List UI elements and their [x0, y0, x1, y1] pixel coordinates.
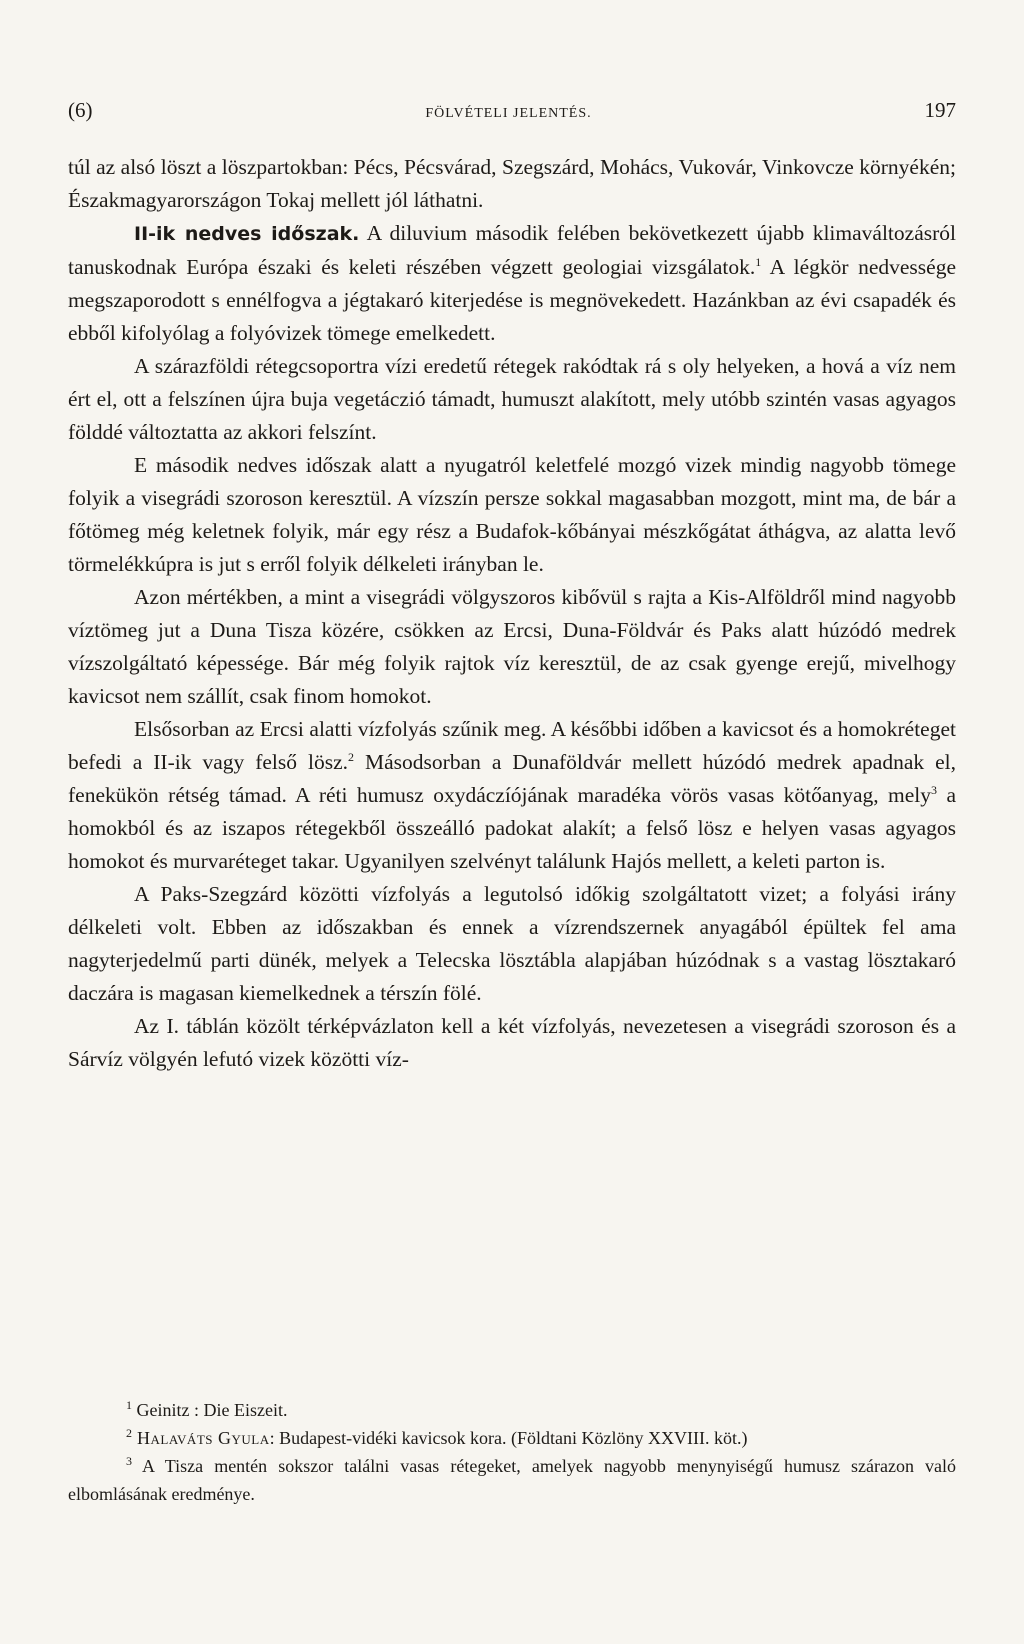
paragraph-6-text-b: Másodsorban a Dunaföldvár mellett húzódó medrek apadnak el, fenekükön rétség támad. A réti humusz oxydáczíójának maradéka vörös vasas kötőanyag, mely — [68, 750, 956, 807]
page-number: 197 — [924, 98, 956, 122]
paragraph-2-text-b: A légkör nedvessége megszaporodott s ennélfogva a jégtakaró kiterjedése is megnövekedett. Hazánkban az évi csapadék és ebből kifolyólag a folyóvizek tömege emelkedett. — [68, 255, 956, 345]
footnote-2 — [68, 1424, 956, 1452]
footnote-ref-3: 3 — [931, 782, 938, 797]
paragraph-1: túl az alsó löszt a löszpartokban: Pécs, Pécsvárad, Szegszárd, Mohács, Vukovár, Vinkovcze környékén; Északmagyarországon Tokaj mellett jól láthatni. — [68, 155, 956, 212]
footnote-3-text: A Tisza mentén sokszor találni vasas rétegeket, amelyek nagyobb menynyiségű humusz szárazon való elbomlásának eredménye. — [68, 1456, 956, 1504]
footnote-3-number: 3 — [126, 1454, 132, 1468]
footnotes — [68, 1396, 956, 1508]
footnote-ref-2: 2 — [348, 749, 355, 764]
paragraph-6-text-a: Elsősorban az Ercsi alatti vízfolyás szűnik meg. A későbbi időben a kavicsot és a homokréteget befedi a II-ik vagy felső lösz. — [68, 717, 956, 774]
running-title: FÖLVÉTELI JELENTÉS. — [425, 106, 592, 121]
footnote-1-number: 1 — [126, 1398, 132, 1412]
body-text — [68, 151, 956, 1076]
paragraph-8: Az I. táblán közölt térképvázlaton kell a két vízfolyás, nevezetesen a visegrádi szoroson és a Sárvíz völgyén lefutó vizek közötti víz- — [68, 1014, 956, 1071]
paragraph-7: A Paks-Szegzárd közötti vízfolyás a legutolsó időkig szolgáltatott vizet; a folyási irány délkeleti volt. Ebben az időszakban és ennek a vízrendszernek anyagából épültek fel ama nagyterjedelmű parti dünék, melyek a Telecska lösztábla alapjában húzódnak s a vastag lösztakaró daczára is magasan kiemelkednek a térszín fölé. — [68, 882, 956, 1005]
footnote-2-text: : Budapest-vidéki kavicsok kora. (Földtani Közlöny XXVIII. köt.) — [269, 1428, 748, 1448]
section-heading: II-ik nedves időszak. — [134, 223, 360, 245]
paragraph-6 — [68, 713, 956, 878]
footnote-2-author: Halaváts Gyula — [132, 1428, 270, 1448]
footnote-3 — [68, 1452, 956, 1508]
running-header — [68, 98, 956, 128]
paragraph-6-text-c: a homokból és az iszapos rétegekből összeálló padokat alakít; a felső lösz e helyen vasas agyagos homokot és murvaréteget takar. Ugyanilyen szelvényt találunk Hajós mellett, a keleti parton is. — [68, 783, 956, 873]
paragraph-2-text-a: A diluvium második felében bekövetkezett újabb klimaváltozásról tanuskodnak Európa északi és keleti részében végzett geologiai vizsgálatok. — [68, 221, 956, 279]
footnote-1-text: Geinitz : Die Eiszeit. — [132, 1400, 288, 1420]
footnote-1 — [68, 1396, 956, 1424]
footnote-ref-1: 1 — [755, 254, 762, 269]
footnote-2-number: 2 — [126, 1426, 132, 1440]
paragraph-2 — [68, 217, 956, 350]
paragraph-4: E második nedves időszak alatt a nyugatról keletfelé mozgó vizek mindig nagyobb tömege folyik a visegrádi szoroson keresztül. A vízszín persze sokkal magasabban mozgott, mint ma, de bár a főtömeg még keletnek folyik, már egy rész a Budafok-kőbányai mészkőgátat áthágva, az alatta levő törmelékkúpra is jut s erről folyik délkeleti irányban le. — [68, 453, 956, 576]
paragraph-3: A szárazföldi rétegcsoportra vízi eredetű rétegek rakódtak rá s oly helyeken, a hová a víz nem ért el, ott a felszínen újra buja vegetáczió támadt, humuszt alakított, mely utóbb szintén vasas agyagos földdé változtatta az akkori felszínt. — [68, 354, 956, 444]
paragraph-5: Azon mértékben, a mint a visegrádi völgyszoros kibővül s rajta a Kis-Alföldről mind nagyobb víztömeg jut a Duna Tisza közére, csökken az Ercsi, Duna-Földvár és Paks alatt húzódó medrek vízszolgáltató képessége. Bár még folyik rajtok víz keresztül, de az csak gyenge erejű, mivelhogy kavicsot nem szállít, csak finom homokot. — [68, 585, 956, 708]
section-number: (6) — [68, 98, 93, 122]
